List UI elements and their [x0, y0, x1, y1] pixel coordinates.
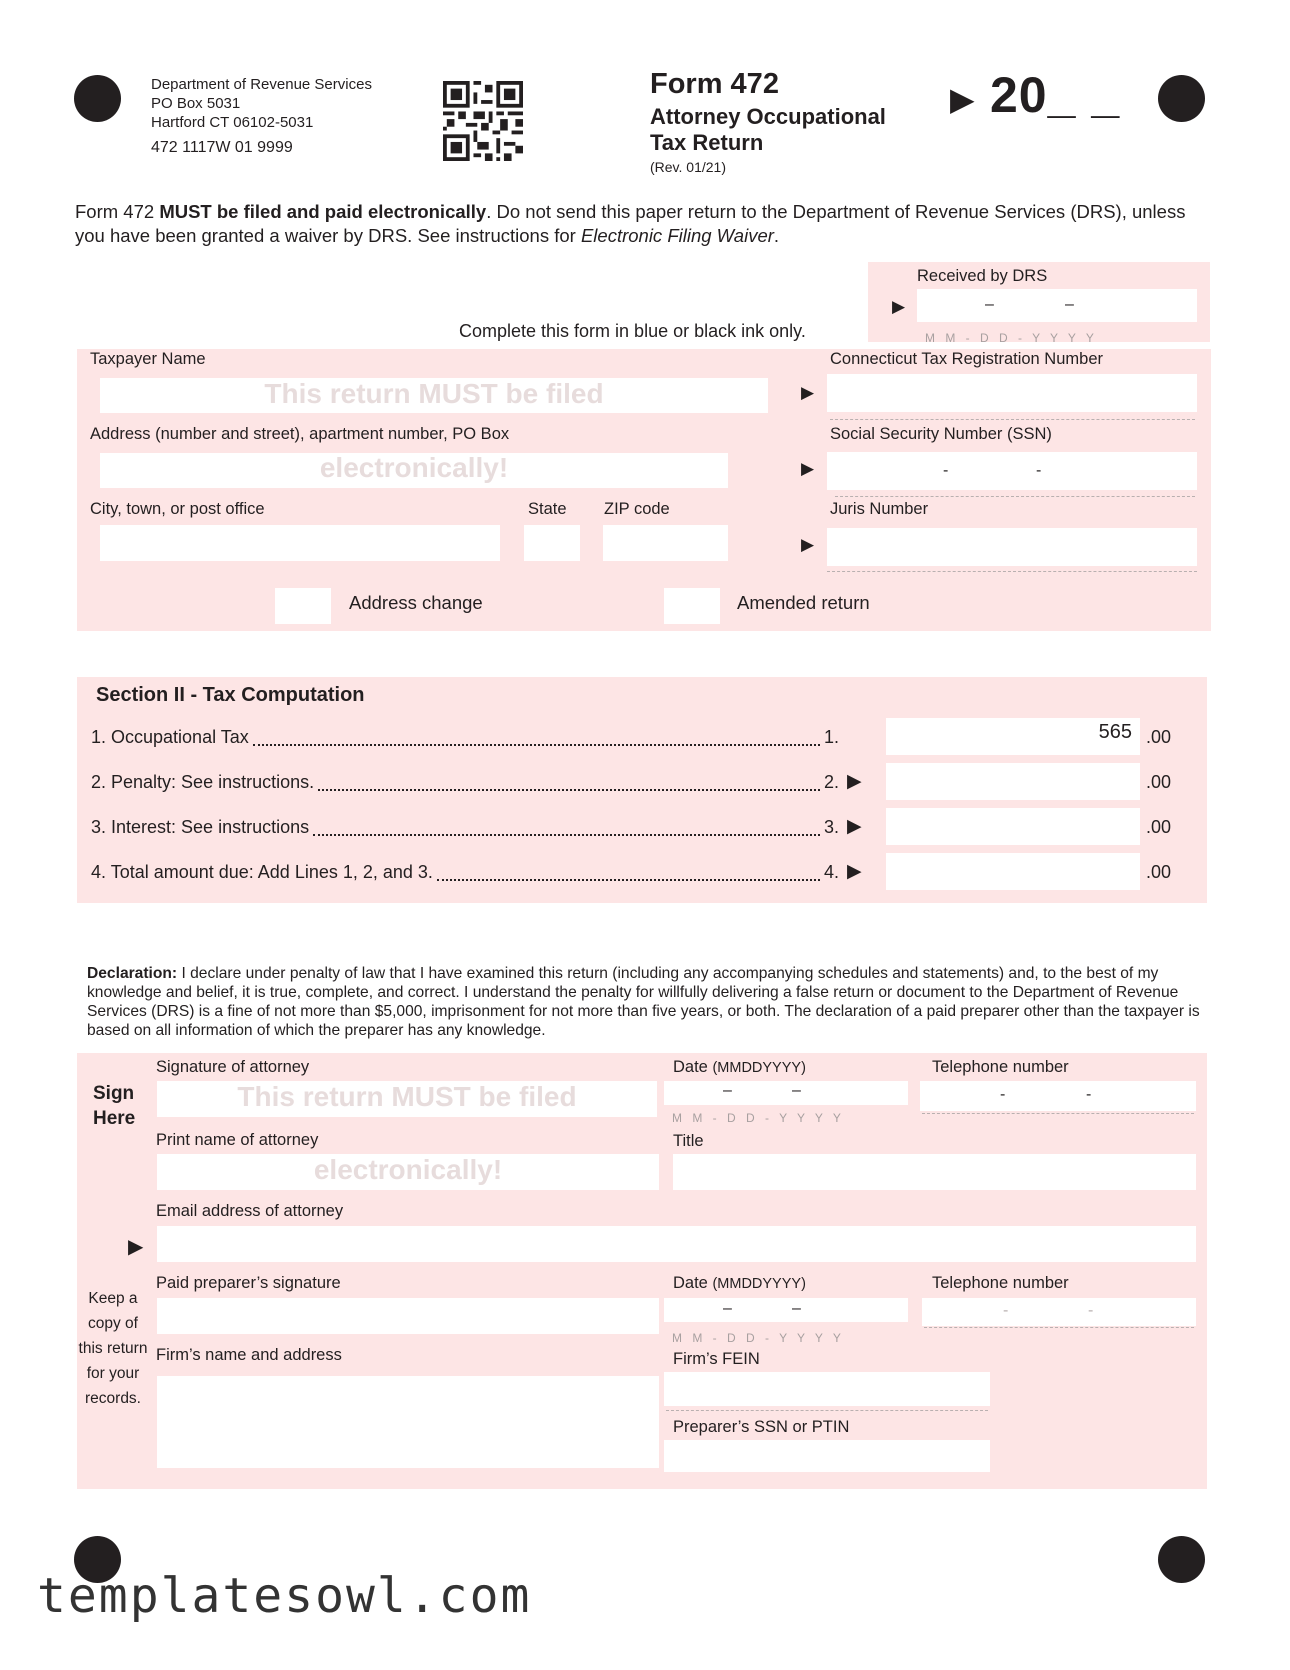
form-revision: (Rev. 01/21)	[650, 159, 726, 175]
ssn-label: Social Security Number (SSN)	[830, 425, 1052, 443]
tax-line-number: 3.	[824, 817, 840, 837]
print-name-ghost: electronically!	[313, 1154, 503, 1185]
tax-line-cents: .00	[1146, 817, 1172, 837]
received-date-input[interactable]	[917, 289, 1197, 322]
ct-reg-underline	[830, 419, 1195, 420]
preparer-phone-underline	[924, 1327, 1194, 1328]
received-date-format: M M - D D - Y Y Y Y	[925, 331, 1098, 345]
fein-label: Firm’s FEIN	[673, 1350, 760, 1368]
form-code: 472 1117W 01 9999	[151, 139, 293, 156]
preparer-date-sep-1: –	[723, 1300, 732, 1317]
ink-note: Complete this form in blue or black ink only.	[459, 321, 806, 341]
registration-mark-top-right	[1158, 75, 1205, 122]
zip-label: ZIP code	[604, 500, 670, 518]
fein-underline	[666, 1410, 988, 1411]
received-label: Received by DRS	[917, 267, 1048, 285]
attorney-date-input[interactable]	[664, 1081, 908, 1105]
tax-line-amount: 565	[1098, 721, 1132, 743]
keep-copy-line: for your	[86, 1365, 140, 1382]
keep-copy-line: records.	[85, 1390, 141, 1407]
preparer-phone-sep-2: -	[1088, 1302, 1094, 1319]
tax-line-arrow-icon: ▶	[847, 861, 862, 882]
attorney-date-sep-2: –	[792, 1082, 801, 1099]
keep-copy-line: copy of	[88, 1315, 138, 1332]
attorney-phone-underline	[922, 1113, 1194, 1114]
keep-copy-line: Keep a	[88, 1290, 138, 1307]
tax-line-amount-input[interactable]	[886, 808, 1140, 845]
tax-line-cents: .00	[1146, 772, 1172, 792]
section2-title: Section II - Tax Computation	[96, 684, 365, 706]
date-label: Date (MMDDYYYY)	[673, 1058, 806, 1076]
ssn-underline	[835, 496, 1195, 497]
amended-return-checkbox[interactable]	[664, 588, 720, 624]
registration-mark-bottom-right	[1158, 1536, 1205, 1583]
tax-line-leader	[318, 789, 820, 791]
tax-line-cents: .00	[1146, 727, 1172, 747]
attorney-date-format: M M - D D - Y Y Y Y	[672, 1111, 845, 1125]
email-input[interactable]	[157, 1226, 1196, 1262]
form-title-line1: Attorney Occupational	[650, 104, 886, 129]
declaration-text: Declaration: I declare under penalty of law that I have examined this return (including any accompanying schedules and statements) and, to the best of my knowledge and belief, it is true, complete, and correct. I understand the penalty for willfully delivering a false return or document to the Department of Revenue Services (DRS) is a fine of not more than $5,000, imprisonment for not more than five years, or both. The declaration of a paid preparer other than the taxpayer is based on all information of which the preparer has any knowledge.	[87, 965, 1200, 1039]
keep-copy-note	[77, 1286, 149, 1411]
attorney-date-sep-1: –	[723, 1082, 732, 1099]
preparer-phone-input[interactable]	[922, 1298, 1196, 1326]
received-date-sep-1: –	[985, 296, 994, 313]
ct-reg-arrow-icon: ▶	[801, 383, 815, 402]
site-watermark: templatesowl.com	[37, 1568, 532, 1624]
tax-line-amount-input[interactable]	[886, 763, 1140, 800]
tax-line-leader	[437, 879, 820, 881]
preparer-phone-label: Telephone number	[932, 1274, 1069, 1292]
attorney-phone-sep-1: -	[1000, 1086, 1006, 1103]
juris-arrow-icon: ▶	[801, 535, 815, 554]
ssn-sep-2: -	[1036, 462, 1042, 479]
firm-name-address-input[interactable]	[157, 1376, 659, 1468]
phone-label: Telephone number	[932, 1058, 1069, 1076]
qr-code-icon	[443, 81, 523, 161]
po-box: PO Box 5031	[151, 95, 241, 112]
registration-mark-top-left	[74, 75, 121, 122]
tax-line-text: 2. Penalty: See instructions.	[91, 772, 315, 792]
address-change-checkbox[interactable]	[275, 588, 331, 624]
tax-line-leader	[313, 834, 820, 836]
address-ghost: electronically!	[319, 452, 509, 483]
email-label: Email address of attorney	[156, 1202, 344, 1220]
preparer-signature-input[interactable]	[157, 1298, 659, 1334]
keep-copy-line: this return	[78, 1340, 148, 1357]
preparer-date-label: Date (MMDDYYYY)	[673, 1274, 806, 1292]
signature-ghost: This return MUST be filed	[237, 1081, 577, 1112]
title-input[interactable]	[673, 1154, 1196, 1190]
zip-input[interactable]	[603, 525, 728, 561]
ptin-label: Preparer’s SSN or PTIN	[673, 1418, 850, 1436]
tax-line-number: 4.	[824, 862, 840, 882]
city-input[interactable]	[100, 525, 500, 561]
sign-here-line1: Sign	[93, 1083, 135, 1104]
print-name-label: Print name of attorney	[156, 1131, 319, 1149]
juris-underline	[827, 571, 1197, 572]
address-label: Address (number and street), apartment number, PO Box	[90, 425, 510, 443]
tax-line-number: 2.	[824, 772, 840, 792]
year-arrow-icon: ▶	[950, 81, 975, 117]
tax-line-text: 1. Occupational Tax	[91, 727, 249, 747]
preparer-ptin-input[interactable]	[664, 1440, 990, 1472]
juris-label: Juris Number	[830, 500, 929, 518]
city-label: City, town, or post office	[90, 500, 265, 518]
sig-label: Signature of attorney	[156, 1058, 310, 1076]
dept-city: Hartford CT 06102-5031	[151, 114, 314, 131]
tax-line-arrow-icon: ▶	[847, 816, 862, 837]
ssn-sep-1: -	[943, 462, 949, 479]
filing-notice: Form 472 MUST be filed and paid electronically. Do not send this paper return to the Department of Revenue Services (DRS), unless you have been granted a waiver by DRS. See instructions for Electronic Filing Waiver.	[75, 201, 1186, 246]
tax-line-text: 4. Total amount due: Add Lines 1, 2, and 3.	[91, 862, 433, 882]
tax-line-leader	[253, 744, 820, 746]
tax-line-text: 3. Interest: See instructions	[91, 817, 310, 837]
preparer-phone-sep-1: -	[1003, 1302, 1009, 1319]
taxpayer-name-label: Taxpayer Name	[90, 350, 206, 368]
preparer-sig-label: Paid preparer’s signature	[156, 1274, 341, 1292]
attorney-phone-sep-2: -	[1086, 1086, 1092, 1103]
form-title-line2: Tax Return	[650, 130, 764, 155]
tax-line-amount-input[interactable]	[886, 853, 1140, 890]
tax-line-number: 1.	[824, 727, 840, 747]
taxpayer-name-ghost: This return MUST be filed	[264, 378, 604, 409]
ct-reg-label: Connecticut Tax Registration Number	[830, 350, 1103, 368]
firm-label: Firm’s name and address	[156, 1346, 342, 1364]
amended-return-label: Amended return	[737, 592, 870, 613]
state-input[interactable]	[524, 525, 580, 561]
state-label: State	[528, 500, 567, 518]
preparer-date-format: M M - D D - Y Y Y Y	[672, 1331, 845, 1345]
dept-name: Department of Revenue Services	[151, 76, 372, 93]
tax-line-arrow-icon: ▶	[847, 771, 862, 792]
address-change-label: Address change	[349, 592, 483, 613]
preparer-date-input[interactable]	[664, 1298, 908, 1322]
preparer-date-sep-2: –	[792, 1300, 801, 1317]
received-date-sep-2: –	[1065, 296, 1074, 313]
form-number: Form 472	[650, 68, 779, 100]
attorney-phone-input[interactable]	[920, 1081, 1196, 1111]
ct-reg-input[interactable]	[827, 374, 1197, 412]
tax-line-cents: .00	[1146, 862, 1172, 882]
email-arrow-icon: ▶	[128, 1236, 144, 1258]
juris-input[interactable]	[827, 528, 1197, 566]
ssn-arrow-icon: ▶	[801, 459, 815, 478]
tax-year[interactable]: 20_ _	[990, 67, 1121, 123]
ssn-input[interactable]	[827, 452, 1197, 490]
title-label: Title	[673, 1132, 704, 1150]
received-arrow-icon: ▶	[892, 297, 906, 316]
firm-fein-input[interactable]	[664, 1372, 990, 1406]
sign-here-line2: Here	[93, 1108, 136, 1129]
